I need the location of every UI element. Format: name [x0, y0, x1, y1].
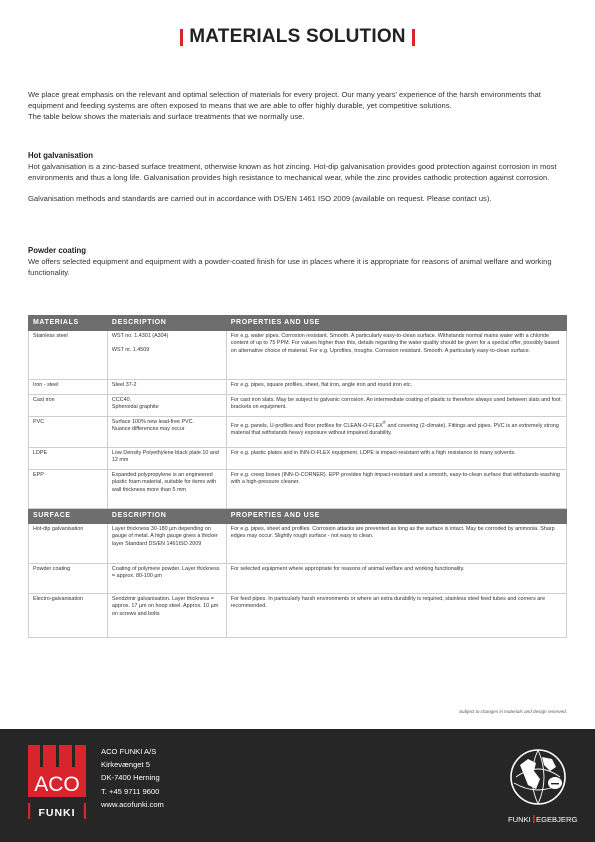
- material-name: EPP: [29, 470, 108, 509]
- materials-header-row: [29, 316, 567, 331]
- title-right-bar: [412, 29, 415, 46]
- title-area: [0, 26, 595, 51]
- material-name: Stainless steel: [29, 331, 108, 380]
- website-link[interactable]: www.acofunki.com: [101, 799, 164, 809]
- material-name: PVC: [29, 417, 108, 448]
- material-properties: For cast iron slats. May be subject to galvanic corrosion. An intermediate coating of plastic is therefore always used between slats and foot brackets on equipment.: [226, 395, 566, 417]
- description-line: Nuance differences may occur: [111, 426, 185, 433]
- table-row-cast-iron: [29, 395, 567, 417]
- material-properties: For e.g. water pipes. Corrosion resistant. Smooth. A particularly easy-to-clean surface. Withstands normal mains water with a chloride content of up to 75 PPM. For values higher than this, details regarding the water quality should be given for a special offer, possibly based on alternative choice of material. For e.g. Uprofiles, troughs. Corrosion resistant. Smooth. A particularly easy-to-clean surface.: [226, 331, 566, 380]
- logo-funki-text: FUNKI: [38, 807, 76, 819]
- surface-name: Electro-galvanisation: [29, 594, 108, 638]
- surface-description: Coating of polymere powder. Layer thickness = approx. 80-100 µm: [107, 564, 226, 594]
- galvanisation-standards-paragraph: Galvanisation methods and standards are carried out in accordance with DS/EN 1461 ISO 2009 (available on request. Please contact us).: [28, 193, 492, 203]
- material-name: Cast iron: [29, 395, 108, 417]
- header-properties: PROPERTIES AND USE: [226, 316, 566, 331]
- table-row-hot-dip-galvanisation: [29, 524, 567, 564]
- description-line: WST no. 1.4301 (A304): [111, 333, 169, 339]
- table-row-ldpe: [29, 448, 567, 470]
- material-name: LDPE: [29, 448, 108, 470]
- description-line: Spheroidal graphite: [111, 404, 159, 411]
- header-surface: SURFACE: [29, 509, 108, 524]
- description-line: Surface 100% new lead-free PVC.: [111, 419, 195, 425]
- brand-egebjerg-text: EGEBJERG: [536, 815, 578, 824]
- company-address: [101, 745, 164, 811]
- surface-header-row: [29, 509, 567, 524]
- title-left-bar: [180, 29, 183, 46]
- hot-galvanisation-heading: Hot galvanisation: [28, 151, 93, 160]
- company-name: ACO FUNKI A/S: [101, 747, 157, 756]
- material-description: [107, 417, 226, 448]
- material-properties: For e.g. plastic plates and in INN-O-FLEX equipment. LDPE is impact-resistant with a high resistance to many solvents.: [226, 448, 566, 470]
- table-row-pvc: [29, 417, 567, 448]
- material-properties: [226, 417, 566, 448]
- brand-funki-text: FUNKI: [508, 815, 531, 824]
- phone-number: T. +45 9711 9600: [101, 786, 160, 796]
- surface-properties: For e.g. pipes, sheet and profiles. Corrosion attacks are prevented as long as the surface is intact. May be corroded by ammonia. Sharp edges may occur. Slightly rough surface - not easy to clean.: [226, 524, 566, 564]
- header-description: DESCRIPTION: [107, 509, 226, 524]
- surface-description: Sendzimir galvanisation. Layer thickness = approx. 17 µm on hoop steel. Approx. 10 µm on screws and bolts: [107, 594, 226, 638]
- powder-coating-heading: Powder coating: [28, 246, 87, 255]
- material-properties: For e.g. creep boxes (INN-O-CORNER). EPP provides high impact-resistant and a smooth, easy-to-clean surface that withstands washing with a high-pressure cleaner.: [226, 470, 566, 509]
- header-materials: MATERIALS: [29, 316, 108, 331]
- aco-funki-logo: [28, 745, 86, 833]
- table-row-powder-coating: [29, 564, 567, 594]
- material-description: Expanded polypropylene is an engineered plastic foam material, suitable for items with wall thickness more than 5 mm: [107, 470, 226, 509]
- street-address: Kirkevænget 5: [101, 760, 150, 770]
- material-properties: For e.g. pipes, square profiles, sheet, flat iron, angle iron and round iron etc.: [226, 380, 566, 395]
- intro-section: [28, 90, 570, 123]
- material-description: Steel 37-2: [107, 380, 226, 395]
- header-properties: PROPERTIES AND USE: [226, 509, 566, 524]
- properties-text: and covering (2-climate). Fittings and pipes. PVC is an extremely strong material that withstands heavy exposure without impaired durability.: [230, 422, 559, 437]
- registered-mark: ®: [382, 420, 386, 425]
- disclaimer-note: Subject to changes in materials and design reserved.: [458, 709, 567, 714]
- material-name: Iron - steel: [29, 380, 108, 395]
- intro-paragraph: We place great emphasis on the relevant and optimal selection of materials for every project. Our many years' experience of the harsh environments that equipment and feeding systems are often exposed to means that we are able to offer highly durable, yet competitive solutions.: [28, 90, 541, 110]
- postal-city: DK-7400 Herning: [101, 773, 160, 783]
- description-line: WST nr. 1.4509: [111, 347, 150, 354]
- surface-description: Layer thickness 30-180 µm depending on gauge of metal. A high gauge gives a thicker layer Standard DS/EN 1461ISO 2009: [107, 524, 226, 564]
- surface-name: Hot-dip galvanisation: [29, 524, 108, 564]
- surface-name: Powder coating: [29, 564, 108, 594]
- table-row-epp: [29, 470, 567, 509]
- funki-egebjerg-globe-logo: [506, 743, 578, 827]
- table-row-iron-steel: [29, 380, 567, 395]
- intro-table-note: The table below shows the materials and surface treatments that we normally use.: [28, 111, 305, 121]
- hot-galvanisation-section: [28, 151, 570, 205]
- description-line: CCC40.: [111, 397, 132, 403]
- page-title: [180, 26, 414, 48]
- material-description: [107, 395, 226, 417]
- materials-table: [28, 315, 567, 638]
- surface-properties: For feed pipes. In particularly harsh environments or where an extra durability is required, stainless steel feed tubes and corners are recommended.: [226, 594, 566, 638]
- properties-text: For e.g. panels, U-profiles and floor profiles for CLEAN-O-FLEX: [230, 422, 383, 429]
- hot-galvanisation-paragraph: Hot galvanisation is a zinc-based surface treatment, otherwise known as hot zincing. Hot-dip galvanisation provides good protection against corrosion in most environments and thus a long life. Galvanisation provides high resistance to mechanical wear, while the zinc provides cathodic protection against corrosion.: [28, 161, 557, 182]
- table-row-electro-galvanisation: [29, 594, 567, 638]
- powder-coating-section: [28, 246, 570, 279]
- surface-properties: For selected equipment where appropriate for reasons of animal welfare and working functionality.: [226, 564, 566, 594]
- material-description: Low Density Polyethylene black plate 10 and 12 mm: [107, 448, 226, 470]
- logo-aco-text: ACO: [34, 773, 80, 796]
- powder-coating-paragraph: We offers selected equipment and equipment with a powder-coated finish for use in places where it is appropriate for reasons of animal welfare and working functionality.: [28, 256, 552, 277]
- page-title-text: MATERIALS SOLUTION: [189, 26, 406, 47]
- table-row-stainless-steel: [29, 331, 567, 380]
- footer: [0, 729, 595, 842]
- header-description: DESCRIPTION: [107, 316, 226, 331]
- material-description: [107, 331, 226, 380]
